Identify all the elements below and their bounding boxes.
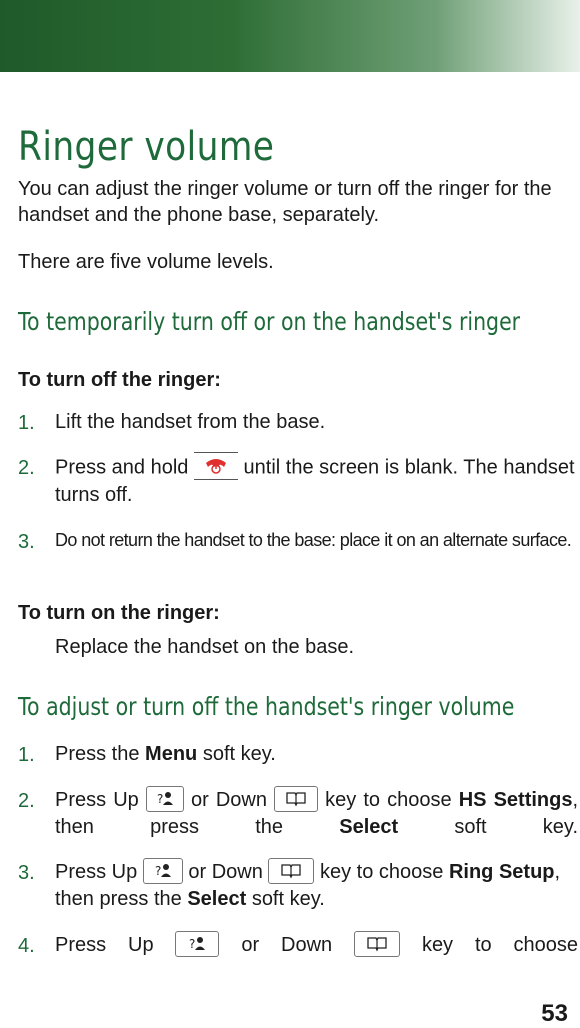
turn-on-text: Replace the handset on the base.	[55, 636, 355, 658]
svg-text:?: ?	[154, 863, 162, 878]
step-pre: Press Up	[55, 789, 139, 811]
contacts-up-key-icon	[143, 858, 183, 884]
contacts-up-key-icon	[146, 786, 184, 812]
select-key-label: Select	[187, 887, 247, 910]
step-number: 3.	[18, 862, 35, 884]
step-pre: Press the	[55, 743, 140, 765]
menu-option-label: Ring Setup	[448, 861, 555, 883]
step-post: key to choose	[325, 789, 452, 811]
step-number: 3.	[18, 531, 35, 553]
step-text	[55, 454, 578, 508]
page-number: 53	[541, 1000, 568, 1027]
step-post: , then press the	[55, 861, 561, 910]
menu-option-label: HS Settings	[458, 789, 573, 811]
step-number: 2.	[18, 790, 35, 812]
svg-text:?: ?	[156, 791, 164, 806]
step-text: Lift the handset from the base.	[55, 411, 326, 433]
select-key-label: Select	[339, 815, 399, 838]
step-post: key to choose	[319, 861, 444, 883]
step-text	[55, 787, 578, 840]
step-mid: or Down	[241, 934, 333, 956]
step-number: 1.	[18, 412, 35, 434]
step-post: key to choose	[421, 934, 578, 956]
step-number: 2.	[18, 457, 35, 479]
contacts-up-key-icon	[175, 931, 219, 957]
step-post: , then press the	[55, 789, 579, 838]
phonebook-down-key-icon	[268, 858, 314, 884]
intro-levels: There are five volume levels.	[18, 251, 274, 273]
phonebook-down-key-icon	[274, 786, 318, 812]
section2-heading: To adjust or turn off the handset's ringer volume	[18, 692, 515, 721]
step-number: 4.	[18, 935, 35, 957]
phonebook-down-key-icon	[354, 931, 400, 957]
step-text: Do not return the handset to the base: place it on an alternate surface.	[55, 530, 572, 550]
intro-paragraph: You can adjust the ringer volume or turn off the ringer for the handset and the phone base, separately.	[18, 178, 552, 226]
step-number: 1.	[18, 744, 35, 766]
step-pre: Press Up	[55, 861, 138, 883]
step-text	[55, 932, 578, 959]
menu-key-label: Menu	[145, 743, 198, 765]
step-mid: or Down	[188, 861, 263, 883]
step-mid: or Down	[190, 789, 267, 811]
turn-off-label: To turn off the ringer:	[18, 369, 221, 391]
step-pre: Press and hold	[55, 456, 189, 479]
step-post: soft key.	[202, 743, 276, 765]
svg-text:?: ?	[189, 936, 196, 951]
page-title: Ringer volume	[18, 124, 275, 170]
step-text	[55, 859, 578, 912]
step-post: until the screen is blank. The handset turns off.	[55, 456, 575, 506]
step-text	[55, 741, 578, 767]
red-end-key-icon	[194, 452, 238, 480]
step-post: soft key.	[454, 815, 579, 838]
turn-on-label: To turn on the ringer:	[18, 602, 220, 624]
section1-heading: To temporarily turn off or on the handset's ringer	[18, 307, 521, 336]
step-pre: Press Up	[55, 934, 154, 956]
step-post: soft key.	[251, 887, 325, 910]
header-band	[0, 0, 580, 72]
